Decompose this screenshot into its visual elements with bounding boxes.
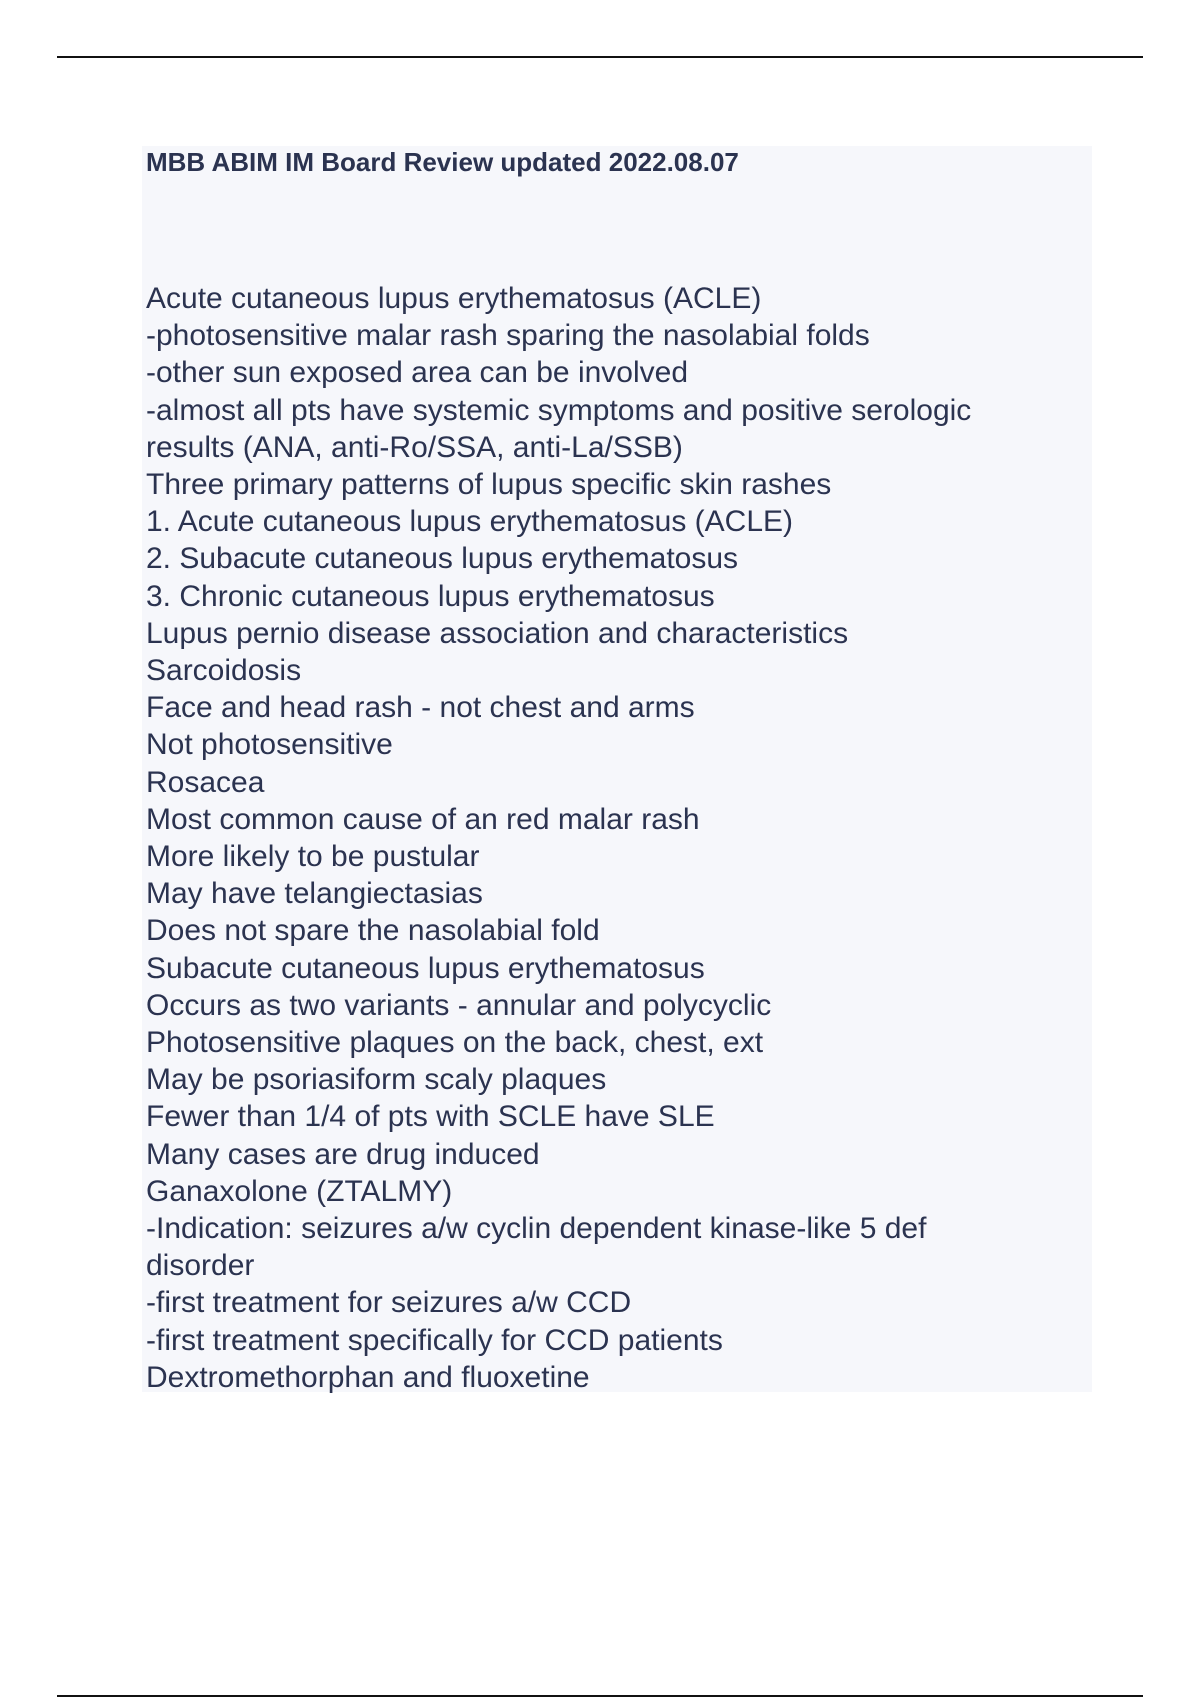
text-line: -photosensitive malar rash sparing the nasolabial folds bbox=[146, 319, 870, 353]
text-line: Rosacea bbox=[146, 765, 265, 799]
text-line: Acute cutaneous lupus erythematosus (ACLE) bbox=[146, 282, 762, 315]
text-line: -almost all pts have systemic symptoms and positive serologic bbox=[146, 393, 972, 427]
text-line: Three primary patterns of lupus specific skin rashes bbox=[146, 468, 832, 502]
top-rule bbox=[57, 56, 1143, 58]
bottom-rule bbox=[57, 1695, 1143, 1697]
text-line: Fewer than 1/4 of pts with SCLE have SLE bbox=[146, 1100, 715, 1134]
text-line: Occurs as two variants - annular and polycyclic bbox=[146, 988, 772, 1022]
text-line: 3. Chronic cutaneous lupus erythematosus bbox=[146, 579, 715, 613]
text-line: results (ANA, anti-Ro/SSA, anti-La/SSB) bbox=[146, 430, 683, 464]
document-title: MBB ABIM IM Board Review updated 2022.08.07 bbox=[146, 147, 739, 177]
text-line: More likely to be pustular bbox=[146, 840, 480, 874]
text-line: -Indication: seizures a/w cyclin dependent kinase-like 5 def bbox=[146, 1212, 927, 1246]
text-line: Does not spare the nasolabial fold bbox=[146, 914, 600, 948]
text-line: Many cases are drug induced bbox=[146, 1137, 540, 1171]
text-line: May be psoriasiform scaly plaques bbox=[146, 1063, 607, 1097]
text-line: Not photosensitive bbox=[146, 728, 393, 762]
text-lines bbox=[146, 280, 1076, 1396]
text-line: -other sun exposed area can be involved bbox=[146, 356, 689, 390]
text-line: Face and head rash - not chest and arms bbox=[146, 691, 695, 725]
text-line: Subacute cutaneous lupus erythematosus bbox=[146, 951, 705, 985]
text-line: Sarcoidosis bbox=[146, 654, 302, 688]
text-line: -first treatment for seizures a/w CCD bbox=[146, 1286, 632, 1320]
text-line: Dextromethorphan and fluoxetine bbox=[146, 1360, 590, 1394]
text-line: May have telangiectasias bbox=[146, 877, 483, 911]
text-line: -first treatment specifically for CCD patients bbox=[146, 1323, 723, 1357]
text-line: 1. Acute cutaneous lupus erythematosus (ACLE) bbox=[146, 505, 794, 539]
content-block bbox=[142, 146, 1092, 1392]
text-line: Most common cause of an red malar rash bbox=[146, 802, 700, 836]
text-line: Photosensitive plaques on the back, chest, ext bbox=[146, 1026, 764, 1060]
text-line: Lupus pernio disease association and characteristics bbox=[146, 616, 849, 650]
text-line: disorder bbox=[146, 1249, 255, 1283]
text-line: Ganaxolone (ZTALMY) bbox=[146, 1174, 453, 1208]
text-line: 2. Subacute cutaneous lupus erythematosus bbox=[146, 542, 739, 576]
